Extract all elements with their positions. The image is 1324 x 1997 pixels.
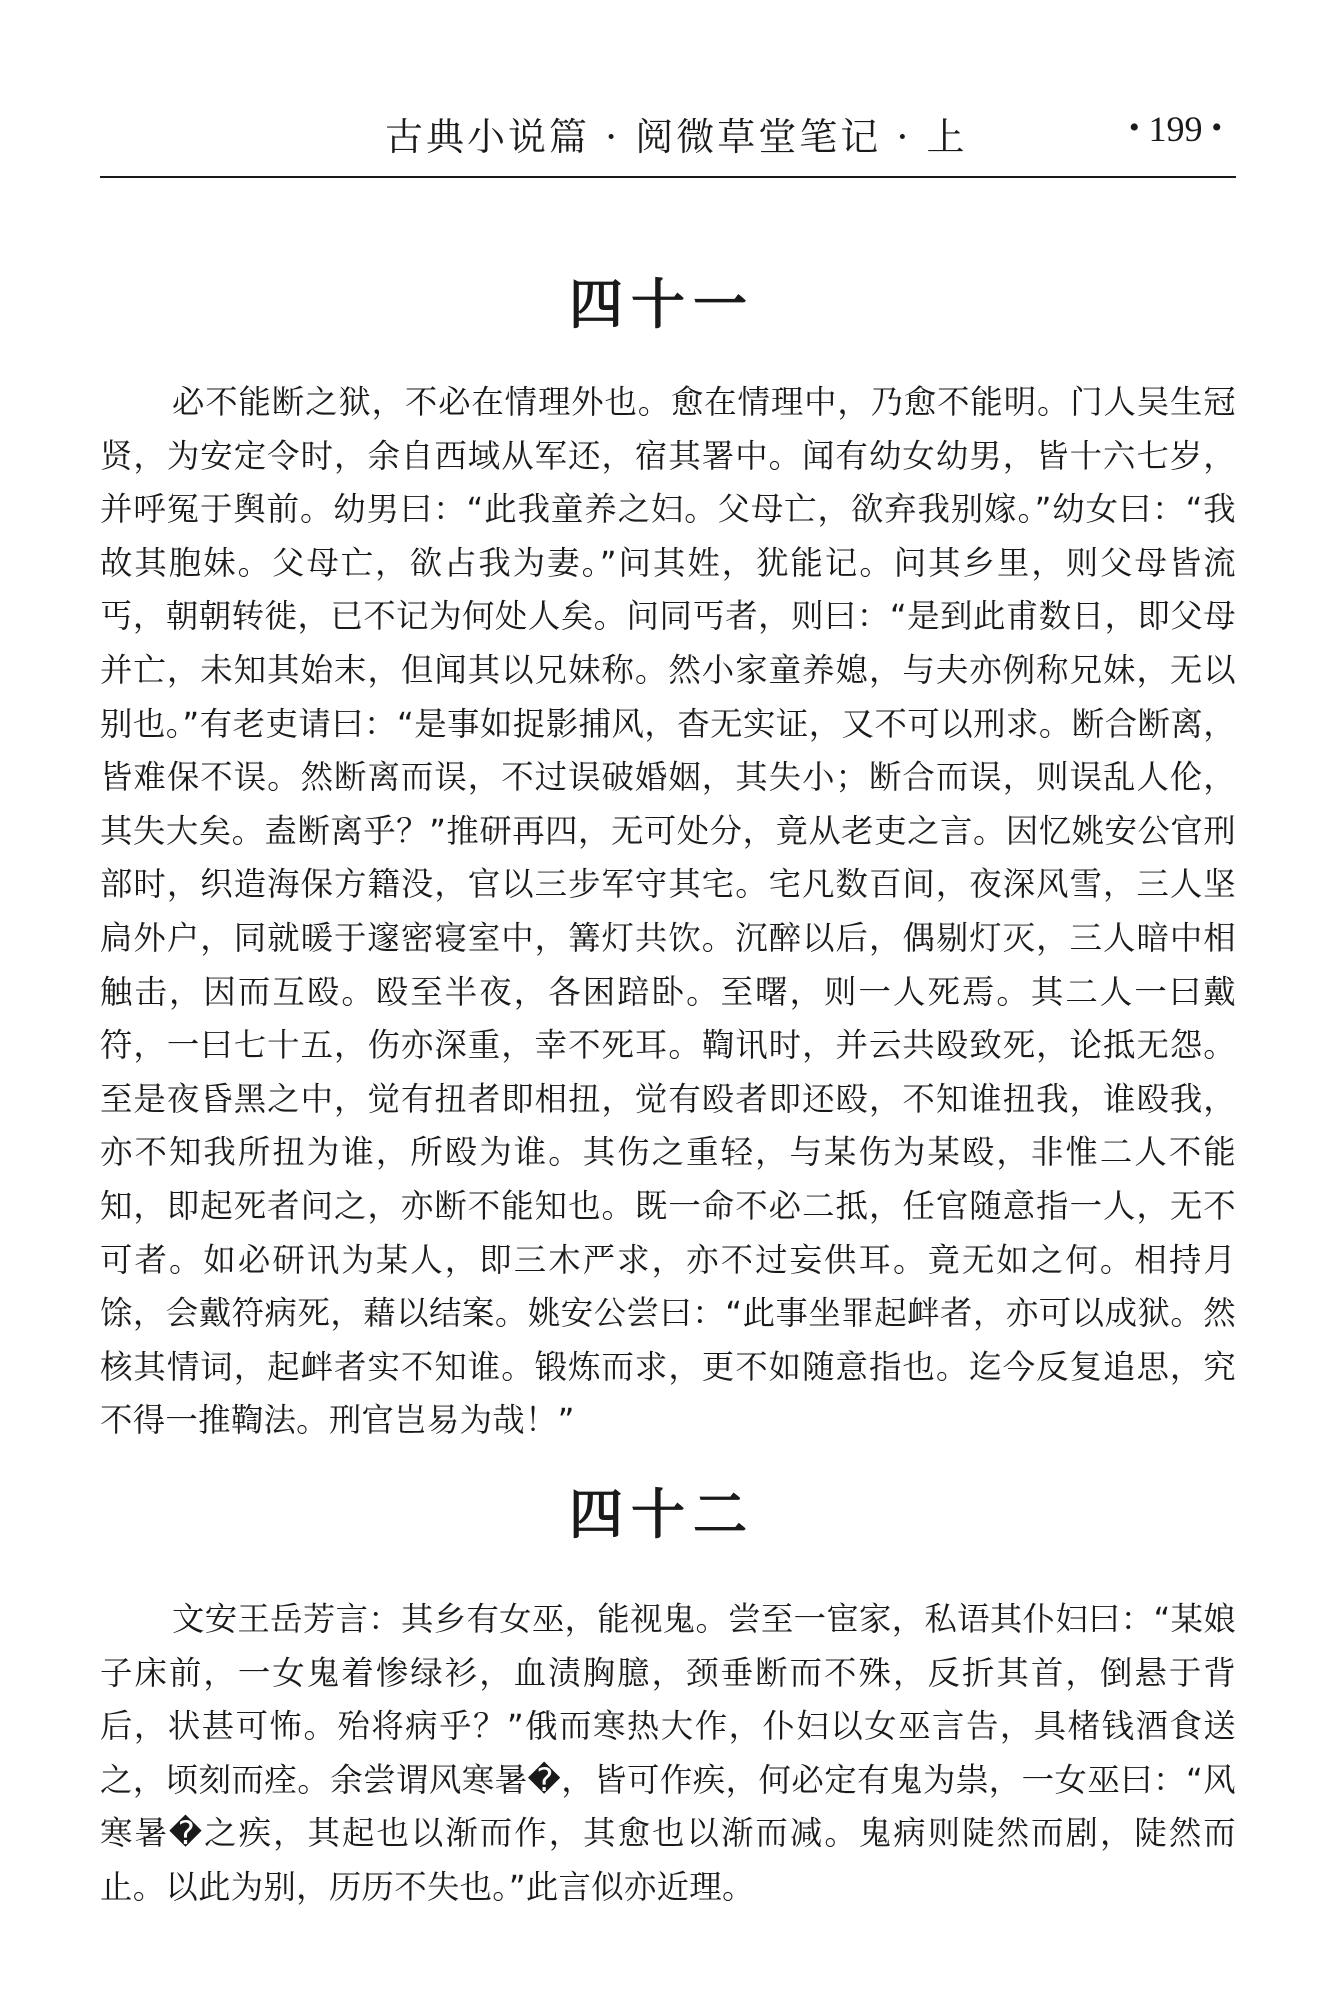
page-number-dot-left: •	[1128, 111, 1140, 144]
running-header	[100, 96, 1236, 178]
section-heading-41: 四十一	[569, 273, 755, 336]
section-heading-42: 四十二	[569, 1483, 755, 1546]
section-body-41: 必不能断之狱，不必在情理外也。愈在情理中，乃愈不能明。门人吴生冠贤，为安定令时，余自西域从军还，宿其署中。闻有幼女幼男，皆十六七岁，并呼冤于舆前。幼男曰：“此我童养之妇。父母亡，欲弃我别嫁。”幼女曰：“我故其胞妹。父母亡，欲占我为妻。”问其姓，犹能记。问其乡里，则父母皆流丐，朝朝转徙，已不记为何处人矣。问同丐者，则曰：“是到此甫数日，即父母并亡，未知其始末，但闻其以兄妹称。然小家童养媳，与夫亦例称兄妹，无以别也。”有老吏请曰：“是事如捉影捕风，杳无实证，又不可以刑求。断合断离，皆难保不误。然断离而误，不过误破婚姻，其失小；断合而误，则误乱人伦，其失大矣。盍断离乎？”推研再四，无可处分，竟从老吏之言。因忆姚安公官刑部时，织造海保方籍没，官以三步军守其宅。宅凡数百间，夜深风雪，三人坚扃外户，同就暖于邃密寝室中，篝灯共饮。沉醉以后，偶剔灯灭，三人暗中相触击，因而互殴。殴至半夜，各困踣卧。至曙，则一人死焉。其二人一曰戴符，一曰七十五，伤亦深重，幸不死耳。鞫讯时，并云共殴致死，论抵无怨。至是夜昏黑之中，觉有扭者即相扭，觉有殴者即还殴，不知谁扭我，谁殴我，亦不知我所扭为谁，所殴为谁。其伤之重轻，与某伤为某殴，非惟二人不能知，即起死者问之，亦断不能知也。既一命不必二抵，任官随意指一人，无不可者。如必研讯为某人，即三木严求，亦不过妄供耳。竟无如之何。相持月馀，会戴符病死，藉以结案。姚安公尝曰：“此事坐罪起衅者，亦可以成狱。然核其情词，起衅者实不知谁。锻炼而求，更不如随意指也。迄今反复追思，究不得一推鞫法。刑官岂易为哉！”	[100, 383, 1236, 1440]
page-number-value: 199	[1148, 109, 1203, 149]
running-header-title: 古典小说篇 · 阅微草堂笔记 · 上	[385, 115, 968, 159]
page-number-dot-right: •	[1211, 111, 1222, 144]
section-body-42: 文安王岳芳言：其乡有女巫，能视鬼。尝至一宦家，私语其仆妇曰：“某娘子床前，一女鬼着惨绿衫，血渍胸臆，颈垂断而不殊，反折其首，倒悬于背后，状甚可怖。殆将病乎？”俄而寒热大作，仆妇以女巫言告，具楮钱酒食送之，顷刻而痊。余尝谓风寒暑�，皆可作疾，何必定有鬼为祟，一女巫曰：“风寒暑�之疾，其起也以渐而作，其愈也以渐而减。鬼病则陡然而剧，陡然而止。以此为别，历历不失也。”此言似亦近理。	[100, 1600, 1236, 1906]
page-number	[1129, 108, 1222, 150]
